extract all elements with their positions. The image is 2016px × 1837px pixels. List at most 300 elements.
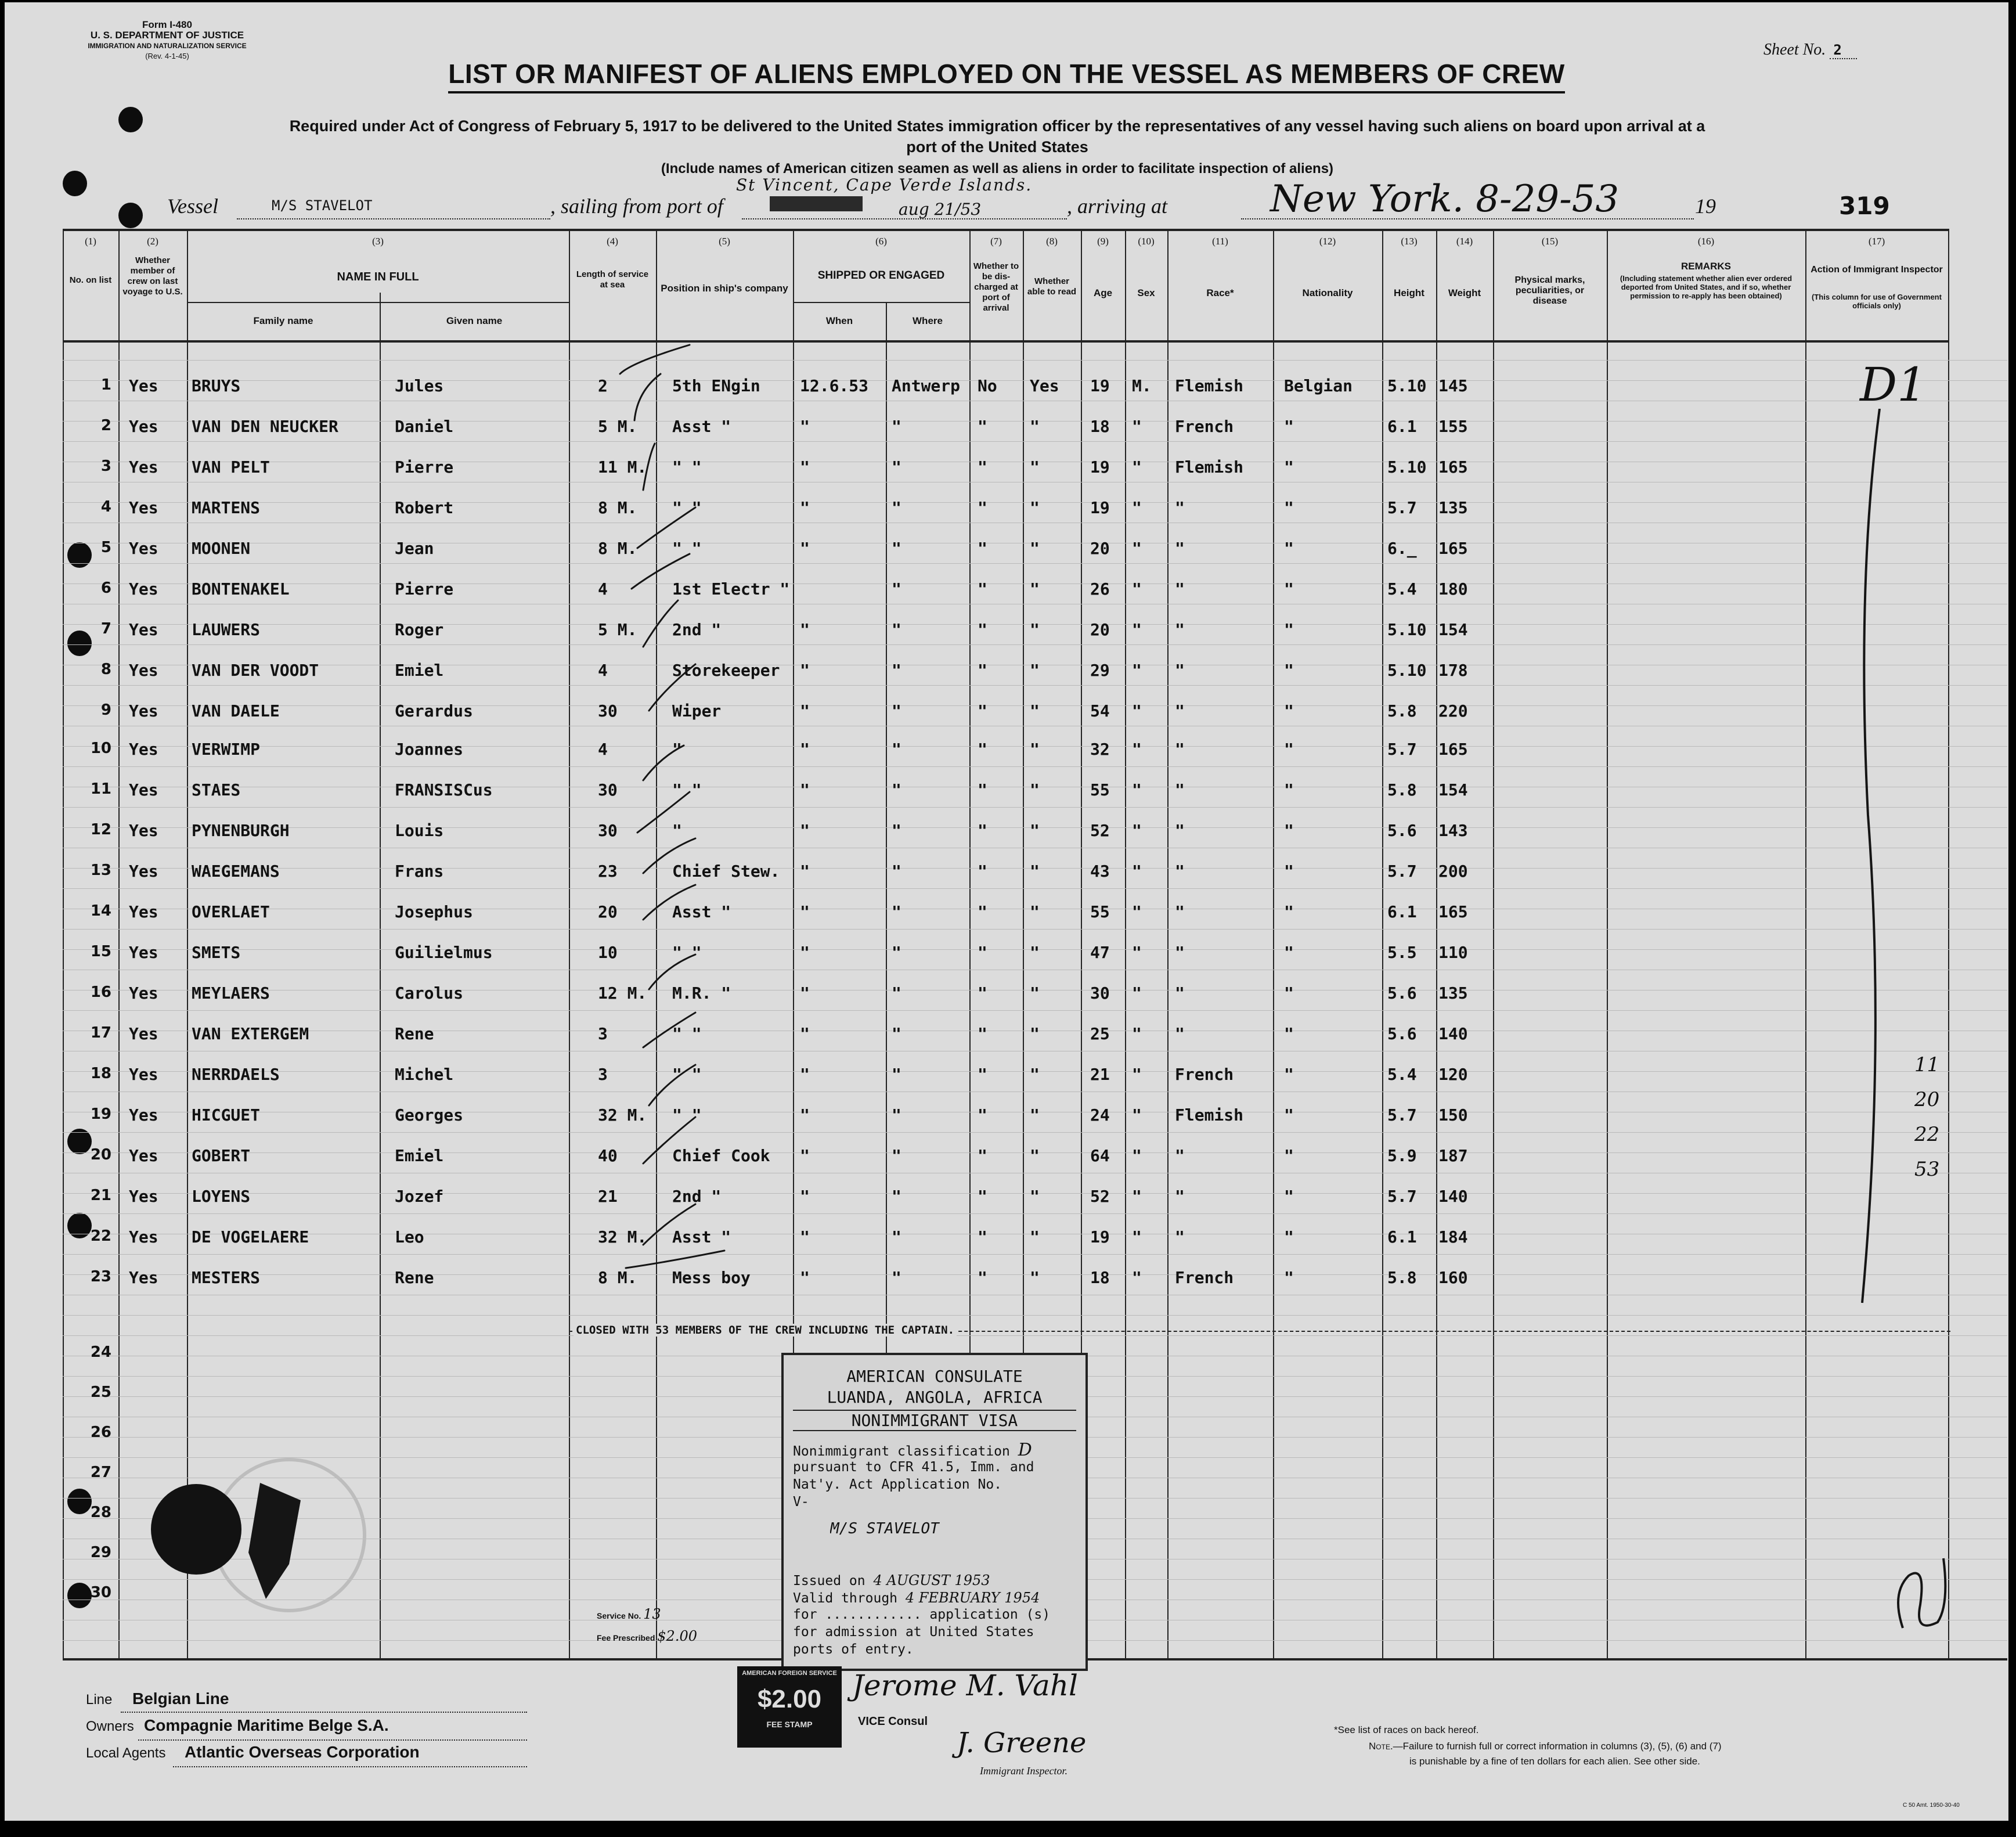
height-cell: 6.1 — [1387, 902, 1417, 921]
able-to-read-cell: " — [1030, 539, 1040, 558]
ruled-line — [63, 441, 2007, 442]
height-cell: 5.7 — [1387, 498, 1417, 517]
col-header-age: Age — [1093, 287, 1113, 298]
shipped-when-cell: " — [800, 943, 810, 962]
row-no: 11 — [90, 780, 111, 798]
line-label: Line — [86, 1692, 113, 1708]
weight-cell: 180 — [1438, 579, 1468, 599]
position-cell: " " — [672, 498, 702, 517]
punch-hole — [118, 203, 143, 228]
colnum-9: (9) — [1097, 236, 1109, 247]
family-name-cell: VAN DAELE — [192, 701, 280, 721]
agents-dotline — [173, 1766, 527, 1767]
age-cell: 19 — [1090, 376, 1110, 395]
able-to-read-cell: " — [1030, 1105, 1040, 1125]
race-cell: " — [1175, 1146, 1185, 1165]
arriving-dotline — [1241, 218, 1694, 219]
action-stroke — [1862, 409, 1880, 1303]
given-name-cell: Pierre — [395, 458, 454, 477]
arriving-port: New York. 8-29-53 — [1270, 178, 1620, 221]
shipped-when-cell: " — [800, 780, 810, 799]
stamp-line: Nat'y. Act Application No. — [793, 1477, 1002, 1492]
owners-label: Owners — [86, 1719, 134, 1734]
discharge-cell: " — [978, 1227, 987, 1247]
given-name-cell: FRANSISCus — [395, 780, 493, 799]
weight-cell: 135 — [1438, 984, 1468, 1003]
nationality-cell: " — [1284, 539, 1294, 558]
wax-seal-fragment — [248, 1483, 301, 1599]
discharge-cell: " — [978, 780, 987, 799]
discharge-cell: " — [978, 1065, 987, 1084]
service-length-cell: 5 M. — [598, 417, 637, 436]
position-cell: Storekeeper — [672, 661, 780, 680]
height-cell: 5.4 — [1387, 1065, 1417, 1084]
family-name-cell: STAES — [192, 780, 241, 799]
shipped-where-cell: " — [892, 1105, 901, 1125]
able-to-read-cell: " — [1030, 661, 1040, 680]
given-name-cell: Carolus — [395, 984, 464, 1003]
shipped-when-cell: " — [800, 1146, 810, 1165]
last-voyage-cell: Yes — [129, 458, 158, 477]
weight-cell: 135 — [1438, 498, 1468, 517]
form-number: Form I-480 — [142, 19, 192, 30]
able-to-read-cell: " — [1030, 780, 1040, 799]
nationality-cell: " — [1284, 661, 1294, 680]
nationality-cell: " — [1284, 579, 1294, 599]
row-no: 15 — [90, 943, 111, 960]
service-length-cell: 11 M. — [598, 458, 647, 477]
family-name-cell: SMETS — [192, 943, 241, 962]
shipped-when-cell: " — [800, 984, 810, 1003]
able-to-read-cell: " — [1030, 458, 1040, 477]
sex-cell: " — [1132, 902, 1142, 921]
family-name-cell: VAN DEN NEUCKER — [192, 417, 338, 436]
age-cell: 19 — [1090, 458, 1110, 477]
age-cell: 52 — [1090, 1187, 1110, 1206]
able-to-read-cell: " — [1030, 1024, 1040, 1043]
col-header-family: Family name — [253, 315, 313, 326]
ruled-line — [63, 1335, 2007, 1336]
sailing-label: , sailing from port of — [550, 194, 723, 218]
last-voyage-cell: Yes — [129, 821, 158, 840]
given-name-cell: Emiel — [395, 1146, 444, 1165]
requirement-line-1: Required under Act of Congress of February 5, 1917 to be delivered to the United States immigration officer by the representatives of any vessel having such aliens on board upon arrival at a — [289, 117, 1705, 135]
age-cell: 20 — [1090, 539, 1110, 558]
able-to-read-cell: " — [1030, 701, 1040, 721]
given-name-cell: Jules — [395, 376, 444, 395]
note-line-2: is punishable by a fine of ten dollars for each alien. See other side. — [1409, 1756, 1700, 1767]
row-no: 25 — [90, 1384, 111, 1401]
name-subrule — [187, 302, 569, 303]
discharge-cell: " — [978, 1187, 987, 1206]
row-no: 23 — [90, 1268, 111, 1285]
race-cell: " — [1175, 1227, 1185, 1247]
sex-cell: " — [1132, 417, 1142, 436]
able-to-read-cell: " — [1030, 984, 1040, 1003]
check-strokes — [620, 345, 724, 1268]
race-cell: " — [1175, 984, 1185, 1003]
age-cell: 64 — [1090, 1146, 1110, 1165]
page-number: 319 — [1839, 192, 1890, 220]
last-voyage-cell: Yes — [129, 661, 158, 680]
arriving-label: , arriving at — [1067, 194, 1168, 218]
year-label: 19 — [1695, 194, 1716, 218]
discharge-cell: " — [978, 620, 987, 639]
form-rev: (Rev. 4-1-45) — [145, 52, 189, 60]
last-voyage-cell: Yes — [129, 1268, 158, 1287]
shipped-when-cell: " — [800, 620, 810, 639]
discharge-cell: " — [978, 417, 987, 436]
owners-dotline — [138, 1739, 527, 1741]
col-header-height: Height — [1394, 287, 1424, 298]
discharge-cell: " — [978, 579, 987, 599]
able-to-read-cell: " — [1030, 1146, 1040, 1165]
given-name-cell: Jozef — [395, 1187, 444, 1206]
family-name-cell: MEYLAERS — [192, 984, 270, 1003]
initials-stroke — [1898, 1558, 1945, 1628]
able-to-read-cell: Yes — [1030, 376, 1059, 395]
able-to-read-cell: " — [1030, 902, 1040, 921]
colnum-10: (10) — [1138, 236, 1155, 247]
service-length-cell: 4 — [598, 579, 608, 599]
shipped-where-cell: " — [892, 1065, 901, 1084]
last-voyage-cell: Yes — [129, 1105, 158, 1125]
form-service: IMMIGRATION AND NATURALIZATION SERVICE — [88, 42, 247, 50]
service-length-cell: 23 — [598, 862, 618, 881]
shipped-where-cell: " — [892, 1268, 901, 1287]
position-cell: Mess boy — [672, 1268, 751, 1287]
shipped-where-cell: " — [892, 417, 901, 436]
action-mark-d1: D1 — [1860, 358, 1927, 412]
position-cell: Wiper — [672, 701, 722, 721]
race-cell: " — [1175, 1024, 1185, 1043]
shipped-when-cell: " — [800, 1187, 810, 1206]
ruled-line — [63, 360, 2007, 361]
manifest-title: LIST OR MANIFEST OF ALIENS EMPLOYED ON THE VESSEL AS MEMBERS OF CREW — [5, 58, 2008, 89]
ruled-line — [63, 1254, 2007, 1255]
stamp-line: LUANDA, ANGOLA, AFRICA — [827, 1388, 1043, 1407]
col-header-no: No. on list — [69, 275, 112, 285]
service-length-cell: 3 — [598, 1024, 608, 1043]
discharge-cell: " — [978, 701, 987, 721]
date-part: 53 — [1914, 1158, 1940, 1181]
able-to-read-cell: " — [1030, 943, 1040, 962]
ruled-line — [63, 807, 2007, 808]
row-no: 13 — [90, 862, 111, 879]
stamp-line: AMERICAN CONSULATE — [846, 1367, 1023, 1386]
colnum-5: (5) — [719, 236, 730, 247]
colnum-16: (16) — [1697, 236, 1715, 247]
service-length-cell: 4 — [598, 740, 608, 759]
service-length-cell: 20 — [598, 902, 618, 921]
position-cell: " — [672, 821, 682, 840]
age-cell: 18 — [1090, 1268, 1110, 1287]
shipped-where-cell: Antwerp — [892, 376, 961, 395]
vessel-name: M/S STAVELOT — [272, 197, 373, 214]
ruled-line — [63, 685, 2007, 686]
fee-stamp-top: AMERICAN FOREIGN SERVICE — [742, 1670, 837, 1677]
row-no: 6 — [100, 579, 111, 597]
inspector-label: Immigrant Inspector. — [980, 1765, 1067, 1777]
able-to-read-cell: " — [1030, 821, 1040, 840]
weight-cell: 145 — [1438, 376, 1468, 395]
last-voyage-cell: Yes — [129, 943, 158, 962]
given-name-cell: Rene — [395, 1268, 434, 1287]
given-name-cell: Roger — [395, 620, 444, 639]
last-voyage-cell: Yes — [129, 902, 158, 921]
race-cell: French — [1175, 1065, 1234, 1084]
discharge-cell: " — [978, 984, 987, 1003]
check-marks — [608, 339, 742, 1367]
ruled-line — [63, 644, 2007, 645]
row-no: 16 — [90, 984, 111, 1001]
position-cell: Asst " — [672, 902, 731, 921]
position-cell: " " — [672, 780, 702, 799]
family-name-cell: MESTERS — [192, 1268, 261, 1287]
height-cell: 5.7 — [1387, 862, 1417, 881]
col-header-where: Where — [913, 315, 943, 326]
owners-value: Compagnie Maritime Belge S.A. — [144, 1716, 389, 1734]
height-cell: 5.4 — [1387, 579, 1417, 599]
row-no: 19 — [90, 1105, 111, 1123]
sex-cell: " — [1132, 1065, 1142, 1084]
weight-cell: 140 — [1438, 1187, 1468, 1206]
age-cell: 20 — [1090, 620, 1110, 639]
discharge-cell: " — [978, 1146, 987, 1165]
manifest-sheet — [5, 2, 2008, 1821]
position-cell: Chief Cook — [672, 1146, 770, 1165]
col-header-remarks-note: (Including statement whether alien ever ordered deported from United States, and if so, whether permission to re-apply has been obtained) — [1620, 274, 1793, 300]
sex-cell: " — [1132, 701, 1142, 721]
ruled-line — [63, 766, 2007, 767]
service-length-cell: 12 M. — [598, 984, 647, 1003]
service-length-cell: 4 — [598, 661, 608, 680]
shipped-where-cell: " — [892, 821, 901, 840]
age-cell: 24 — [1090, 1105, 1110, 1125]
given-name-cell: Louis — [395, 821, 444, 840]
family-name-cell: LOYENS — [192, 1187, 251, 1206]
last-voyage-cell: Yes — [129, 740, 158, 759]
weight-cell: 160 — [1438, 1268, 1468, 1287]
nationality-cell: " — [1284, 1105, 1294, 1125]
service-length-cell: 32 M. — [598, 1105, 647, 1125]
nationality-cell: " — [1284, 902, 1294, 921]
nationality-cell: " — [1284, 417, 1294, 436]
height-cell: 6.1 — [1387, 1227, 1417, 1247]
last-voyage-cell: Yes — [129, 701, 158, 721]
row-no: 27 — [90, 1464, 111, 1481]
given-name-cell: Leo — [395, 1227, 424, 1247]
age-cell: 19 — [1090, 1227, 1110, 1247]
row-no: 1 — [100, 376, 111, 394]
age-cell: 54 — [1090, 701, 1110, 721]
discharge-cell: No — [978, 376, 997, 395]
race-cell: " — [1175, 780, 1185, 799]
stamp-line: Issued on 4 AUGUST 1953 — [793, 1572, 990, 1589]
nationality-cell: " — [1284, 620, 1294, 639]
last-voyage-cell: Yes — [129, 1146, 158, 1165]
position-cell: " " — [672, 539, 702, 558]
position-cell: " " — [672, 943, 702, 962]
requirement-line-2: port of the United States — [906, 138, 1088, 156]
position-cell: " " — [672, 1024, 702, 1043]
sailing-date: aug 21/53 — [899, 200, 982, 219]
nationality-cell: " — [1284, 1065, 1294, 1084]
family-name-cell: BRUYS — [192, 376, 241, 395]
stamp-vessel: M/S STAVELOT — [830, 1520, 939, 1537]
nationality-cell: " — [1284, 740, 1294, 759]
race-cell: " — [1175, 701, 1185, 721]
age-cell: 55 — [1090, 902, 1110, 921]
row-no: 14 — [90, 902, 111, 920]
service-length-cell: 30 — [598, 780, 618, 799]
able-to-read-cell: " — [1030, 1065, 1040, 1084]
sheet-number — [1763, 41, 1857, 59]
vessel-dotline — [237, 218, 550, 219]
age-cell: 47 — [1090, 943, 1110, 962]
col-header-given: Given name — [446, 315, 503, 326]
weight-cell: 187 — [1438, 1146, 1468, 1165]
ruled-line — [63, 563, 2007, 564]
row-no: 5 — [100, 539, 111, 556]
shipped-when-cell: " — [800, 1105, 810, 1125]
row-no: 22 — [90, 1227, 111, 1245]
sex-cell: " — [1132, 1227, 1142, 1247]
ruled-line — [63, 1010, 2007, 1011]
age-cell: 30 — [1090, 984, 1110, 1003]
colnum-14: (14) — [1456, 236, 1473, 247]
weight-cell: 155 — [1438, 417, 1468, 436]
weight-cell: 154 — [1438, 780, 1468, 799]
weight-cell: 143 — [1438, 821, 1468, 840]
col-header-position: Position in ship's company — [661, 283, 788, 294]
height-cell: 6._ — [1387, 539, 1417, 558]
family-name-cell: LAUWERS — [192, 620, 261, 639]
row-no: 26 — [90, 1424, 111, 1441]
race-cell: French — [1175, 1268, 1234, 1287]
family-name-cell: HICGUET — [192, 1105, 261, 1125]
nationality-cell: " — [1284, 862, 1294, 881]
given-name-cell: Jean — [395, 539, 434, 558]
ruled-line — [63, 1315, 2007, 1316]
col-header-action: Action of Immigrant Inspector — [1811, 265, 1943, 275]
stamp-line: Valid through 4 FEBRUARY 1954 — [793, 1590, 1040, 1606]
race-cell: French — [1175, 417, 1234, 436]
shipped-when-cell: " — [800, 902, 810, 921]
height-cell: 6.1 — [1387, 417, 1417, 436]
sex-cell: " — [1132, 579, 1142, 599]
struck-out-port — [770, 196, 863, 211]
sex-cell: " — [1132, 1105, 1142, 1125]
shipped-when-cell: " — [800, 862, 810, 881]
age-cell: 25 — [1090, 1024, 1110, 1043]
age-cell: 19 — [1090, 498, 1110, 517]
height-cell: 5.10 — [1387, 376, 1427, 395]
family-name-cell: BONTENAKEL — [192, 579, 290, 599]
shipped-when-cell: " — [800, 498, 810, 517]
consulate-visa-stamp — [781, 1353, 1088, 1671]
punch-hole — [63, 171, 87, 196]
shipped-where-cell: " — [892, 780, 901, 799]
service-length-cell: 5 M. — [598, 620, 637, 639]
row-no: 2 — [100, 417, 111, 434]
age-cell: 26 — [1090, 579, 1110, 599]
ruled-line — [63, 1132, 2007, 1133]
given-name-cell: Joannes — [395, 740, 464, 759]
given-name-cell: Robert — [395, 498, 454, 517]
sex-cell: " — [1132, 1024, 1142, 1043]
height-cell: 5.10 — [1387, 620, 1427, 639]
service-length-cell: 21 — [598, 1187, 618, 1206]
line-dotline — [121, 1712, 527, 1713]
header-bottom-rule — [63, 340, 1949, 343]
height-cell: 5.9 — [1387, 1146, 1417, 1165]
colnum-12: (12) — [1319, 236, 1336, 247]
row-no: 9 — [100, 701, 111, 719]
fee-stamp — [737, 1666, 842, 1748]
vessel-label: Vessel — [167, 194, 218, 218]
sex-cell: " — [1132, 1187, 1142, 1206]
service-length-cell: 2 — [598, 376, 608, 395]
shipped-when-cell: " — [800, 417, 810, 436]
height-cell: 5.7 — [1387, 740, 1417, 759]
ruled-line — [63, 929, 2007, 930]
position-cell: Asst " — [672, 1227, 731, 1247]
col-header-service: Length of service at sea — [576, 269, 649, 290]
shipped-where-cell: " — [892, 661, 901, 680]
shipped-where-cell: " — [892, 579, 901, 599]
row-no: 29 — [90, 1544, 111, 1561]
age-cell: 21 — [1090, 1065, 1110, 1084]
sex-cell: " — [1132, 620, 1142, 639]
col-header-discharged: Whether to be dis-charged at port of arrival — [973, 261, 1019, 313]
able-to-read-cell: " — [1030, 498, 1040, 517]
age-cell: 43 — [1090, 862, 1110, 881]
race-cell: " — [1175, 902, 1185, 921]
colnum-7: (7) — [990, 236, 1002, 247]
shipped-where-cell: " — [892, 498, 901, 517]
last-voyage-cell: Yes — [129, 417, 158, 436]
nationality-cell: " — [1284, 984, 1294, 1003]
weight-cell: 150 — [1438, 1105, 1468, 1125]
sex-cell: " — [1132, 821, 1142, 840]
row-no: 20 — [90, 1146, 111, 1164]
family-name-cell: MOONEN — [192, 539, 251, 558]
weight-cell: 200 — [1438, 862, 1468, 881]
fee-stamp-bottom: FEE STAMP — [766, 1720, 813, 1729]
stamp-line: for admission at United States — [793, 1625, 1034, 1640]
nationality-cell: " — [1284, 1024, 1294, 1043]
able-to-read-cell: " — [1030, 620, 1040, 639]
shipped-where-cell: " — [892, 862, 901, 881]
shipped-where-cell: " — [892, 701, 901, 721]
stamp-line: pursuant to CFR 41.5, Imm. and — [793, 1460, 1034, 1475]
shipped-where-cell: " — [892, 539, 901, 558]
row-no: 8 — [100, 661, 111, 678]
col-header-shipped: SHIPPED OR ENGAGED — [817, 269, 945, 282]
stamp-line: Nonimmigrant classification D — [793, 1440, 1032, 1460]
given-name-cell: Michel — [395, 1065, 454, 1084]
colnum-15: (15) — [1541, 236, 1559, 247]
date-part: 20 — [1914, 1088, 1940, 1111]
age-cell: 29 — [1090, 661, 1110, 680]
discharge-cell: " — [978, 661, 987, 680]
nationality-cell: " — [1284, 498, 1294, 517]
stamp-line: for ............ application (s) — [793, 1607, 1051, 1622]
form-header — [63, 20, 272, 62]
discharge-cell: " — [978, 539, 987, 558]
position-cell: " " — [672, 458, 702, 477]
